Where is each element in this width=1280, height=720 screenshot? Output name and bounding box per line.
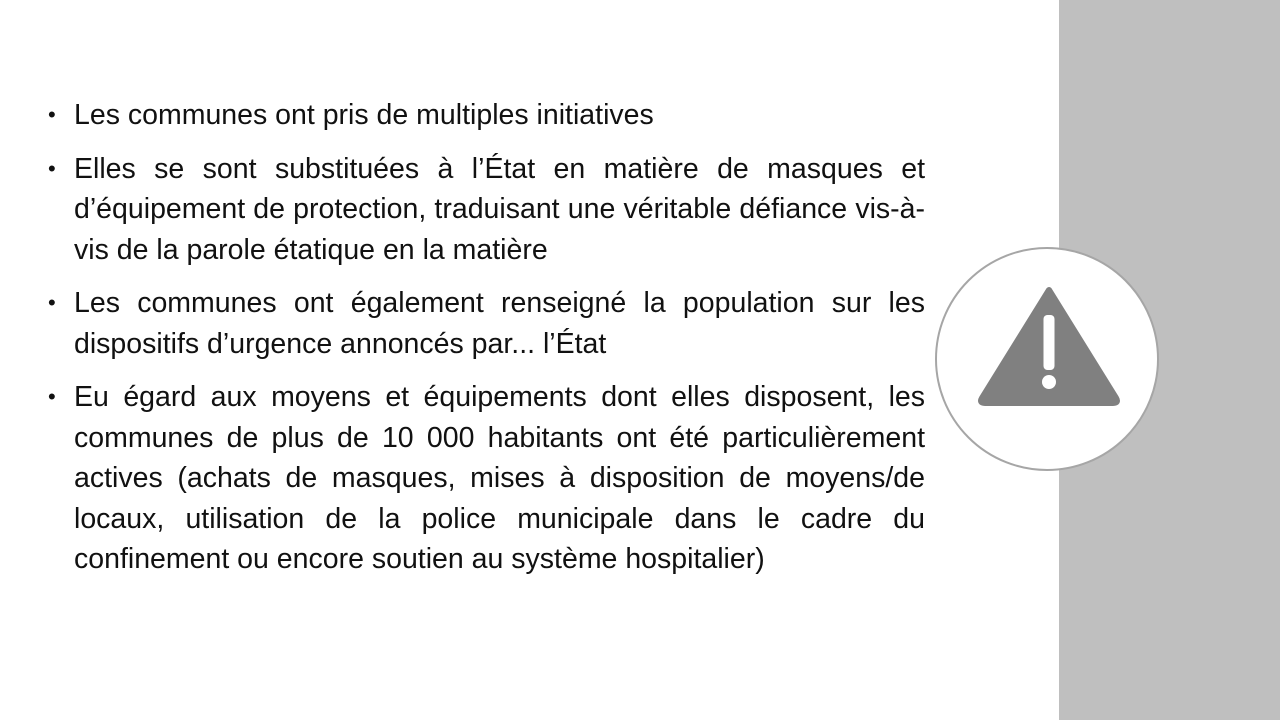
bullet-marker: • (48, 290, 56, 315)
bullet-item (48, 95, 925, 136)
bullet-text: Elles se sont substituées à l’État en matière de masques et d’équipement de protection, traduisant une véritable défiance vis-à-vis de la parole étatique en la matière (74, 152, 925, 266)
bullet-text: Les communes ont pris de multiples initiatives (74, 99, 654, 131)
warning-circle (935, 247, 1159, 471)
bullet-item (48, 377, 925, 580)
bullet-text: Eu égard aux moyens et équipements dont elles disposent, les communes de plus de 10 000 habitants ont été particulièrement actives (achats de masques, mises à disposition de moyens/de locaux, utilisation de la police municipale dans le cadre du confinement ou encore soutien au système hospitalier) (74, 381, 925, 575)
bullet-item (48, 149, 925, 271)
bullet-list (48, 95, 925, 593)
bullet-text: Les communes ont également renseigné la population sur les dispositifs d’urgence annoncés par... l’État (74, 287, 925, 360)
bullet-marker: • (48, 384, 56, 409)
warning-triangle-icon (937, 249, 1161, 473)
bullet-marker: • (48, 102, 56, 127)
bullet-marker: • (48, 155, 56, 181)
bullet-item (48, 283, 925, 364)
